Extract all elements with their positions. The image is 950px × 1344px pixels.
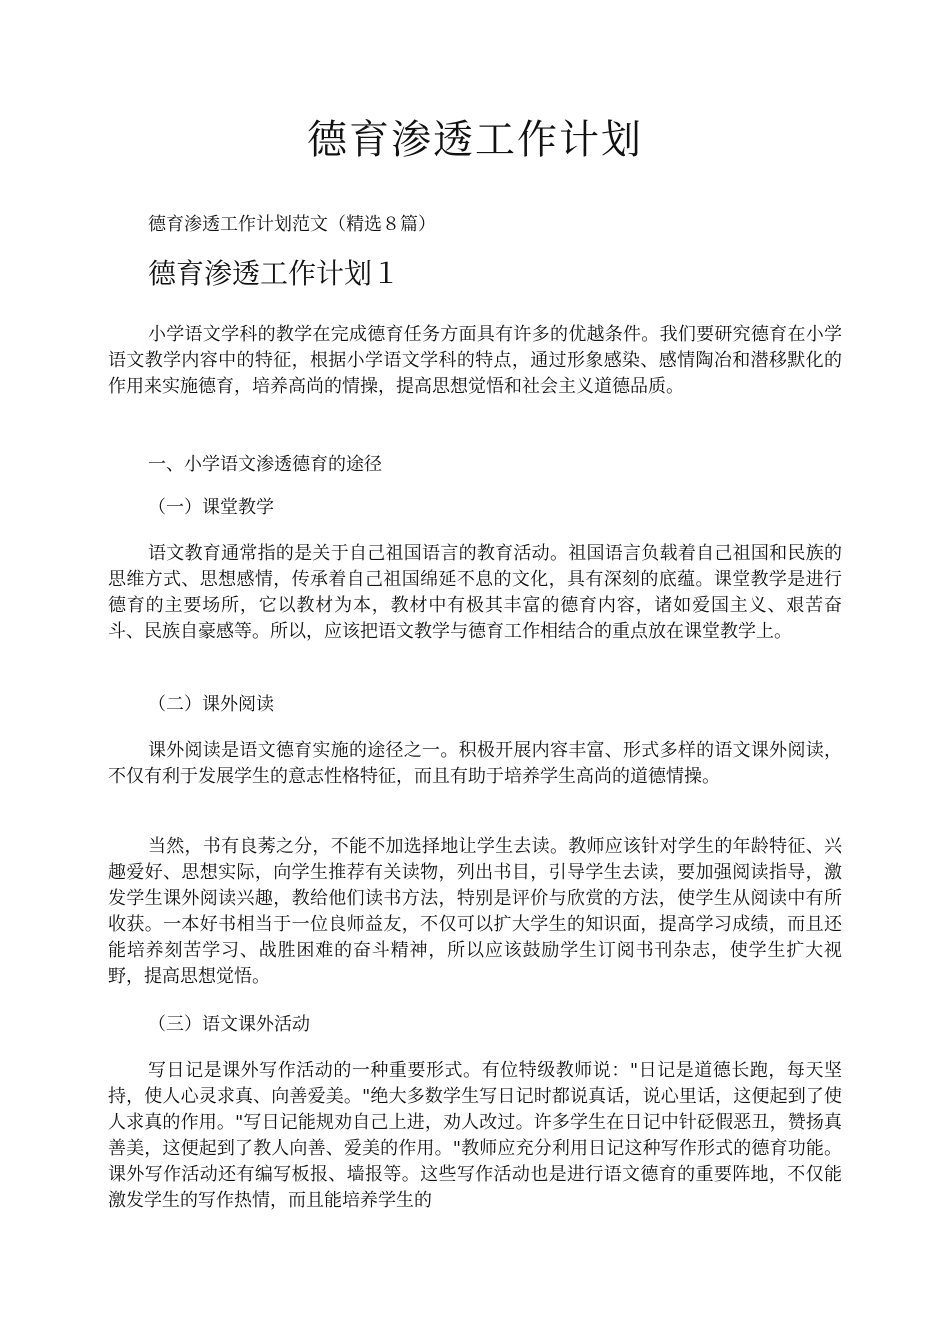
subsection-heading-reading: （二）课外阅读 <box>148 694 274 715</box>
section-heading: 德育渗透工作计划１ <box>148 257 401 290</box>
intro-paragraph: 小学语文学科的教学在完成德育任务方面具有许多的优越条件。我们要研究德育在小学语文教学内容中的特征，根据小学语文学科的特点，通过形象感染、感情陶冶和潜移默化的作用来实施德育，培养高尚的情操，提高思想觉悟和社会主义道德品质。 <box>108 324 842 397</box>
document-subtitle: 德育渗透工作计划范文（精选８篇） <box>148 214 436 235</box>
subsection-heading-activities: （三）语文课外活动 <box>148 1014 310 1035</box>
subsection-heading-classroom: （一）课堂教学 <box>148 497 274 518</box>
reading-paragraph-1: 课外阅读是语文德育实施的途径之一。积极开展内容丰富、形式多样的语文课外阅读，不仅有利于发展学生的意志性格特征，而且有助于培养学生高尚的道德情操。 <box>108 740 842 787</box>
reading-paragraph-2: 当然，书有良莠之分，不能不加选择地让学生去读。教师应该针对学生的年龄特征、兴趣爱好、思想实际，向学生推荐有关读物，列出书目，引导学生去读，要加强阅读指导，激发学生课外阅读兴趣，教给他们读书方法，特别是评价与欣赏的方法，使学生从阅读中有所收获。一本好书相当于一位良师益友，不仅可以扩大学生的知识面，提高学习成绩，而且还能培养刻苦学习、战胜困难的奋斗精神，所以应该鼓励学生订阅书刊杂志，使学生扩大视野，提高思想觉悟。 <box>108 836 842 987</box>
classroom-paragraph: 语文教育通常指的是关于自己祖国语言的教育活动。祖国语言负载着自己祖国和民族的思维方式、思想感情，传承着自己祖国绵延不息的文化，具有深刻的底蕴。课堂教学是进行德育的主要场所，它以教材为本，教材中有极其丰富的德育内容，诸如爱国主义、艰苦奋斗、民族自豪感等。所以，应该把语文教学与德育工作相结合的重点放在课堂教学上。 <box>108 543 842 642</box>
outline-heading-1: 一、小学语文渗透德育的途径 <box>148 454 382 475</box>
document-title: 德育渗透工作计划 <box>307 117 643 163</box>
activities-paragraph: 写日记是课外写作活动的一种重要形式。有位特级教师说："日记是道德长跑，每天坚持，使人心灵求真、向善爱美。"绝大多数学生写日记时都说真话，说心里话，这便起到了使人求真的作用。"写日记能规劝自己上进，劝人改过。许多学生在日记中针砭假恶丑，赞扬真善美，这便起到了教人向善、爱美的作用。"教师应充分利用日记这种写作形式的德育功能。课外写作活动还有编写板报、墙报等。这些写作活动也是进行语文德育的重要阵地，不仅能激发学生的写作热情，而且能培养学生的 <box>108 1060 842 1211</box>
